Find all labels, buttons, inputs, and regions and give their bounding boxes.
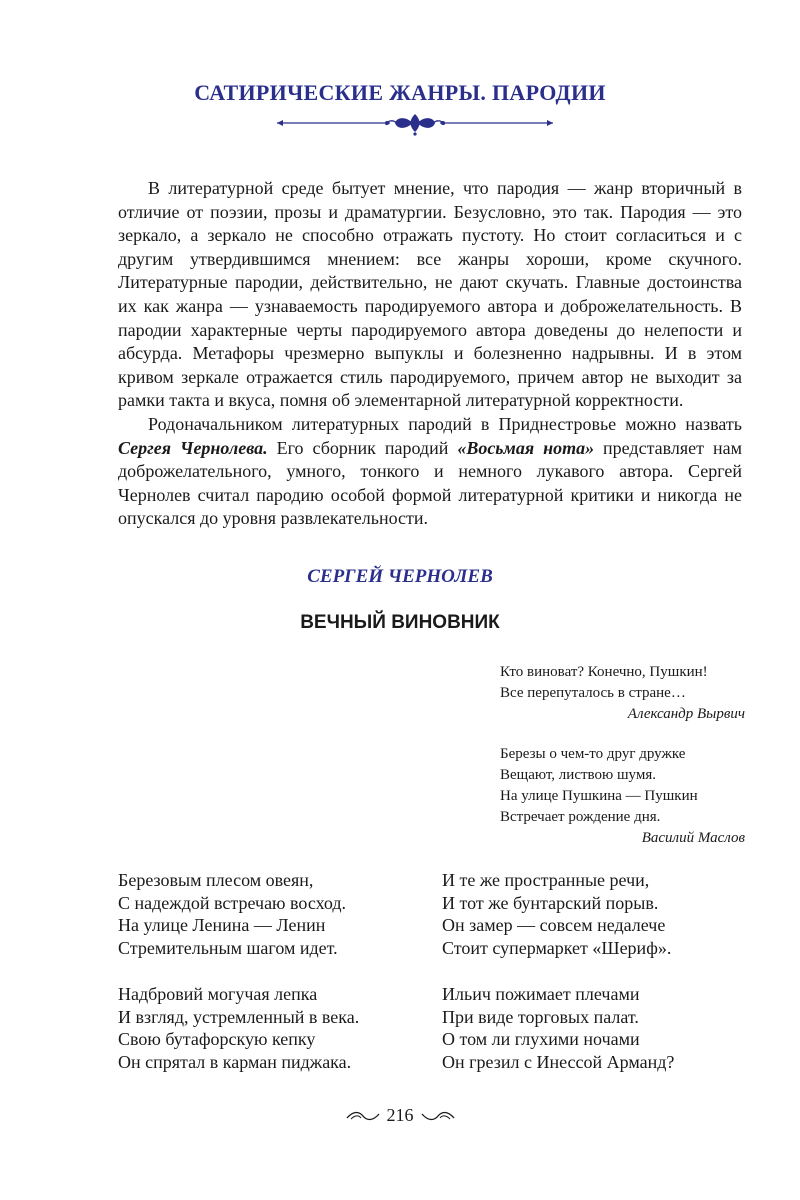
epigraph-author: Александр Вырвич <box>627 706 745 722</box>
epigraph-line: На улице Пушкина — Пушкин <box>500 788 698 804</box>
epigraph-line: Встречает рождение дня. <box>500 809 661 825</box>
poem-line: Березовым плесом овеян, <box>118 870 314 890</box>
poem-line: И взгляд, устремленный в века. <box>118 1006 360 1027</box>
stanza <box>118 869 346 959</box>
poem-line: Ильич пожимает плечами <box>442 984 640 1004</box>
poem-line: Надбровий могучая лепка <box>118 984 318 1004</box>
poem-line: И тот же бунтарский порыв. <box>442 892 659 913</box>
stanza <box>118 983 359 1073</box>
poem-line: Свою бутафорскую кепку <box>118 1029 316 1049</box>
poem-line: Он грезил с Инессой Арманд? <box>442 1051 675 1072</box>
poem-line: На улице Ленина — Ленин <box>118 915 326 935</box>
intro-paragraph-2-end: представляет нам доброжелательного, умного, тонкого и немного лукавого автора. Сергей Чернолев считал пародию особой формой литературной критики и никогда не опускался до уровня развлекательности. <box>118 437 743 529</box>
page-number: 216 <box>386 1105 414 1125</box>
title-ornament <box>275 110 555 136</box>
stanza <box>442 869 671 959</box>
epigraph-line: Вещают, листвою шумя. <box>500 767 656 783</box>
intro-paragraph-1-text: В литературной среде бытует мнение, что пародия — жанр вторичный в отличие от поэзии, прозы и драматургии. Безусловно, это так. Пародия — это зеркало, а зеркало не способно отражать пустоту. Но стоит согласиться и с другим утвердившимся мнением: все жанры хороши, кроме скучного. Литературные пародии, действительно, не дают скучать. Главные достоинства их как жанра — узнаваемость пародируемого автора и доброжелательность. В пародии характерные черты пародируемого автора доведены до нелепости и абсурда. Метафоры чрезмерно выпуклы и болезненно надрывны. И в этом кривом зеркале отражается стиль пародируемого, причем автор не выходит за рамки такта и вкуса, помня об элементарной литературной корректности. <box>118 178 742 411</box>
epigraph-author: Василий Маслов <box>641 830 745 846</box>
intro-paragraph-2-start: Родоначальником литературных пародий в Приднестровье можно назвать <box>148 413 742 434</box>
poem-line: Стоит супермаркет «Шериф». <box>442 937 672 958</box>
intro-text <box>118 177 742 531</box>
author-heading: СЕРГЕЙ ЧЕРНОЛЕВ <box>307 566 493 587</box>
intro-paragraph <box>118 177 742 413</box>
poem-title: ВЕЧНЫЙ ВИНОВНИК <box>300 612 500 633</box>
poem-line: Стремительным шагом идет. <box>118 937 338 958</box>
swash-right-icon <box>420 1109 456 1123</box>
intro-paragraph-2-middle: Его сборник пародий <box>267 437 458 458</box>
intro-paragraph <box>118 413 742 531</box>
poem-line: При виде торговых палат. <box>442 1006 639 1027</box>
author-name: Сергея Чернолева. <box>118 437 268 458</box>
poem-line: Он спрятал в карман пиджака. <box>118 1051 352 1072</box>
epigraph-line: Кто виноват? Конечно, Пушкин! <box>500 664 708 680</box>
section-title: САТИРИЧЕСКИЕ ЖАНРЫ. ПАРОДИИ <box>194 80 606 105</box>
poem-line: Он замер — совсем недалече <box>442 915 666 935</box>
poem-line: И те же пространные речи, <box>442 870 650 890</box>
epigraph-line: Березы о чем-то друг дружке <box>500 746 686 762</box>
poem-line: С надеждой встречаю восход. <box>118 892 347 913</box>
page-footer <box>0 1105 800 1128</box>
epigraph <box>500 744 745 849</box>
epigraph <box>500 662 745 725</box>
poem-line: О том ли глухими ночами <box>442 1029 640 1049</box>
epigraph-line: Все перепуталось в стране… <box>500 685 686 701</box>
stanza <box>442 983 674 1073</box>
swash-left-icon <box>345 1109 381 1123</box>
book-title: «Восьмая нота» <box>457 437 595 458</box>
